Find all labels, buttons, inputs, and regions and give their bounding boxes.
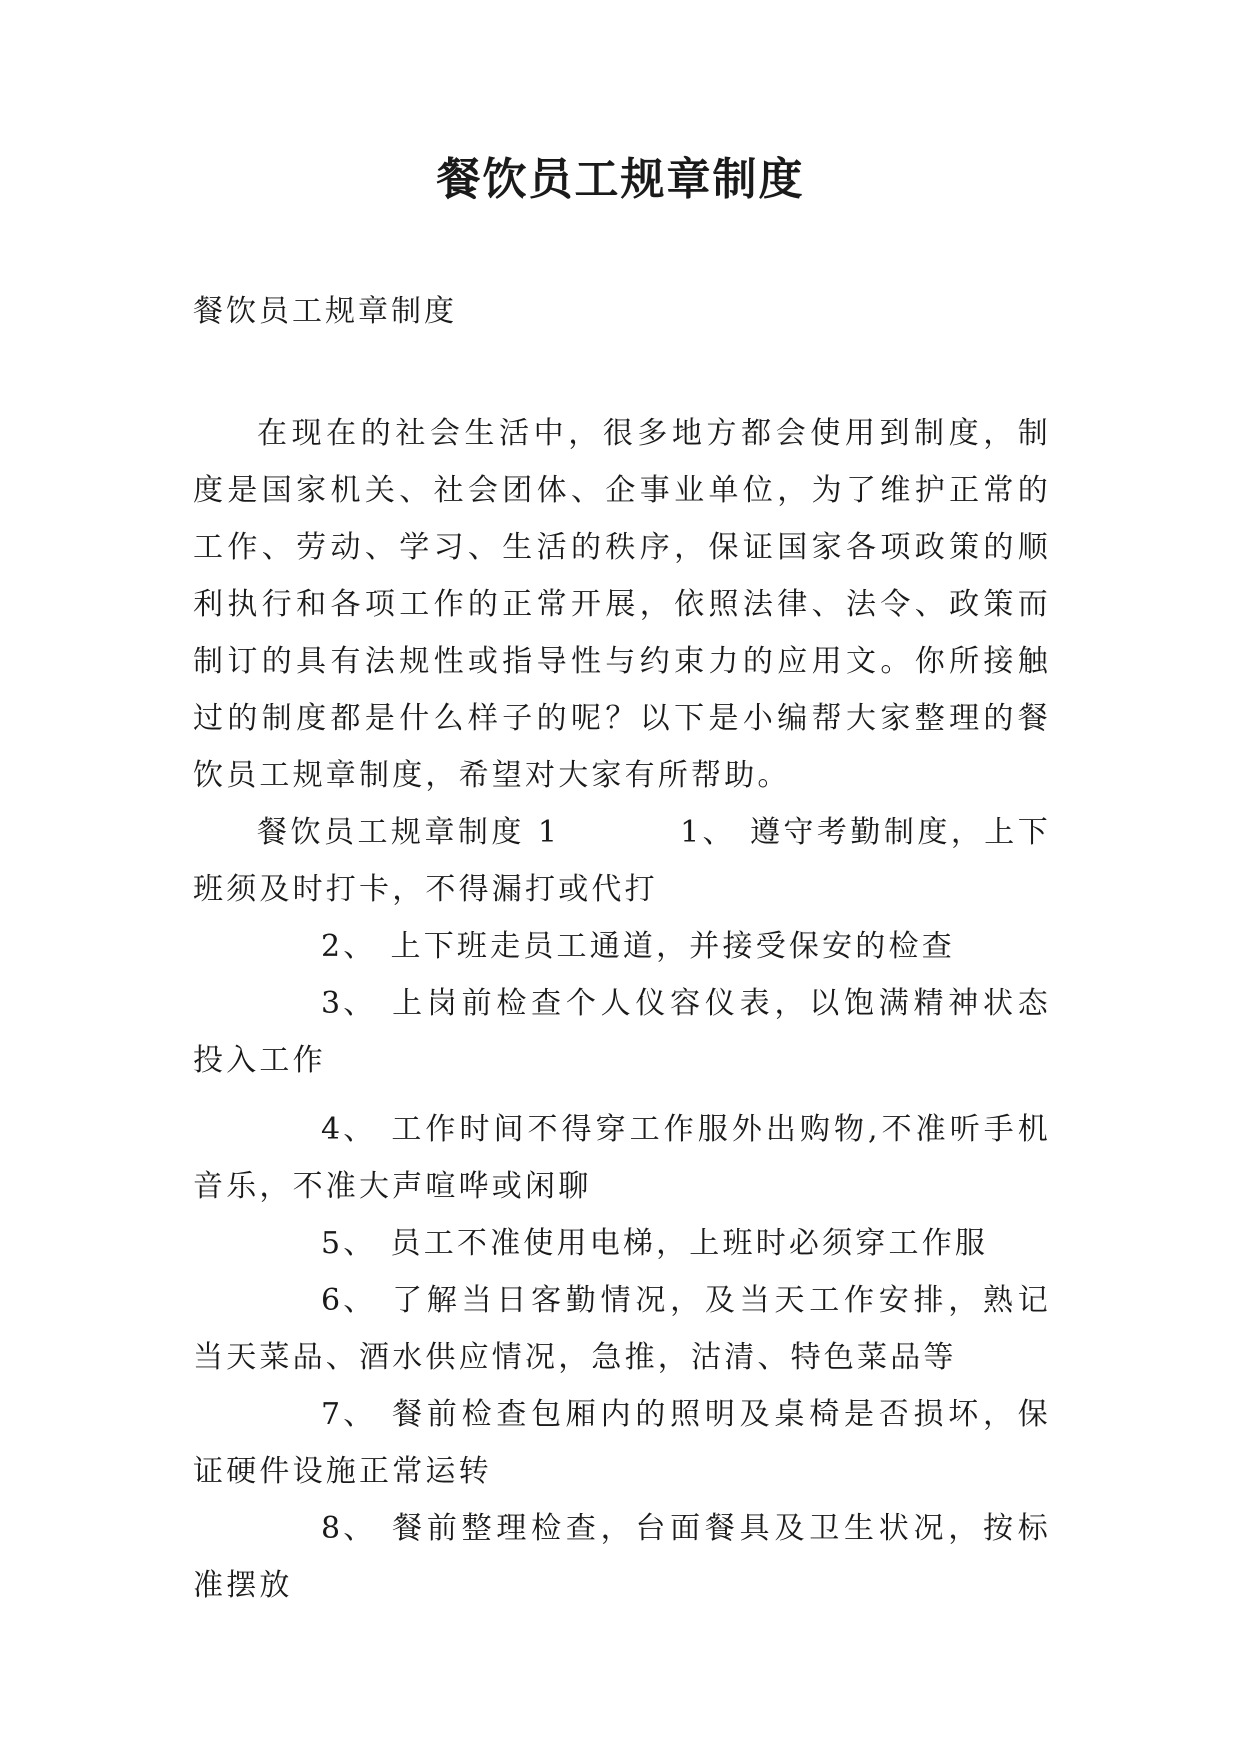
item-text: 上下班走员工通道，并接受保安的检查 (390, 929, 955, 964)
item-number: 4、 (321, 1112, 377, 1147)
section-heading: 餐饮员工规章制度 1 (257, 815, 561, 850)
list-item (193, 1500, 1051, 1614)
item-text: 工作时间不得穿工作服外出购物,不准听手机音乐，不准大声喧哗或闲聊 (193, 1112, 1051, 1204)
item-text: 遵守考勤制度，上下班须及时打卡，不得漏打或代打 (193, 815, 1051, 907)
document-title: 餐饮员工规章制度 (436, 154, 805, 205)
section-first-item (193, 804, 1051, 918)
item-number: 8、 (321, 1511, 377, 1546)
list-item (193, 918, 1051, 975)
item-text: 餐前检查包厢内的照明及桌椅是否损坏，保证硬件设施正常运转 (193, 1397, 1051, 1489)
list-item (193, 975, 1051, 1089)
item-text: 了解当日客勤情况，及当天工作安排，熟记当天菜品、酒水供应情况，急推，沽清、特色菜品等 (193, 1283, 1051, 1375)
intro-paragraph: 在现在的社会生活中，很多地方都会使用到制度，制度是国家机关、社会团体、企事业单位，为了维护正常的工作、劳动、学习、生活的秩序，保证国家各项政策的顺利执行和各项工作的正常开展，依照法律、法令、政策而制订的具有法规性或指导性与约束力的应用文。你所接触过的制度都是什么样子的呢？以下是小编帮大家整理的餐饮员工规章制度，希望对大家有所帮助。 (193, 416, 1051, 793)
document-body (193, 405, 1051, 1614)
item-number: 2、 (321, 929, 377, 964)
item-number: 7、 (321, 1397, 377, 1432)
list-item (193, 1215, 1051, 1272)
list-item (193, 1386, 1051, 1500)
item-text: 员工不准使用电梯，上班时必须穿工作服 (390, 1226, 989, 1261)
item-number: 1、 (680, 815, 736, 850)
item-text: 上岗前检查个人仪容仪表，以饱满精神状态投入工作 (193, 986, 1051, 1078)
item-text: 餐前整理检查，台面餐具及卫生状况，按标准摆放 (193, 1511, 1051, 1603)
item-number: 5、 (321, 1226, 377, 1261)
item-number: 6、 (321, 1283, 377, 1318)
item-number: 3、 (321, 986, 377, 1021)
list-item (193, 1101, 1051, 1215)
document-subtitle: 餐饮员工规章制度 (193, 294, 457, 329)
list-item (193, 1272, 1051, 1386)
